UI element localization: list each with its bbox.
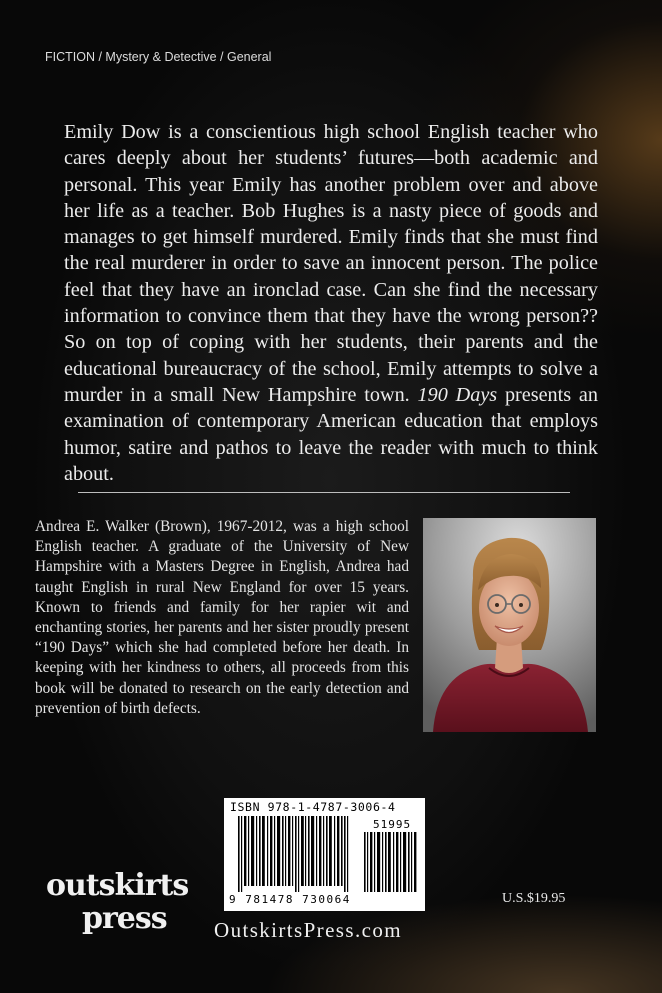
category-label: FICTION / Mystery & Detective / General [45, 50, 272, 64]
publisher-logo-line2: press [82, 901, 167, 936]
barcode-digits: 9 781478 730064 [229, 893, 351, 906]
isbn-barcode [224, 798, 425, 911]
book-blurb [64, 119, 598, 487]
blurb-text-after: presents an examination of contemporary American education that employs humor, satire and pathos to leave the reader with much to think about. [64, 383, 598, 485]
publisher-logo-line1: outskirts [46, 868, 189, 903]
price-label: U.S.$19.95 [502, 891, 566, 906]
author-portrait-illustration [423, 518, 596, 732]
barcode-price-code: 51995 [373, 818, 412, 831]
blurb-book-title: 190 Days [417, 383, 498, 406]
blurb-text-before: Emily Dow is a conscientious high school English teacher who cares deeply about her students’ futures—both academic and personal. This year Emily has another problem over and above her life as a teacher. Bob Hughes is a nasty piece of goods and manages to get himself murdered. Emily finds that she must find the real murderer in order to save an innocent person. The police feel that they have an ironclad case. Can she find the necessary information to convince them that they have the wrong person?? So on top of coping with her students, their parents and the educational bureaucracy of the school, Emily attempts to solve a murder in a small New Hampshire town. [64, 121, 598, 406]
isbn-label: ISBN 978-1-4787-3006-4 [230, 800, 396, 814]
author-bio: Andrea E. Walker (Brown), 1967-2012, was a high school English teacher. A graduate of the University of New Hampshire with a Masters Degree in English, Andrea had taught English in rural New England for over 15 years. Known to friends and family for her rapier wit and enchanting stories, her parents and her sister proudly present “190 Days” which she had completed before her death. In keeping with her kindness to others, all proceeds from this book will be donated to research on the early detection and prevention of birth defects. [35, 518, 409, 717]
author-photo [423, 518, 596, 732]
section-divider [78, 492, 570, 493]
publisher-website: OutskirtsPress.com [214, 918, 402, 942]
